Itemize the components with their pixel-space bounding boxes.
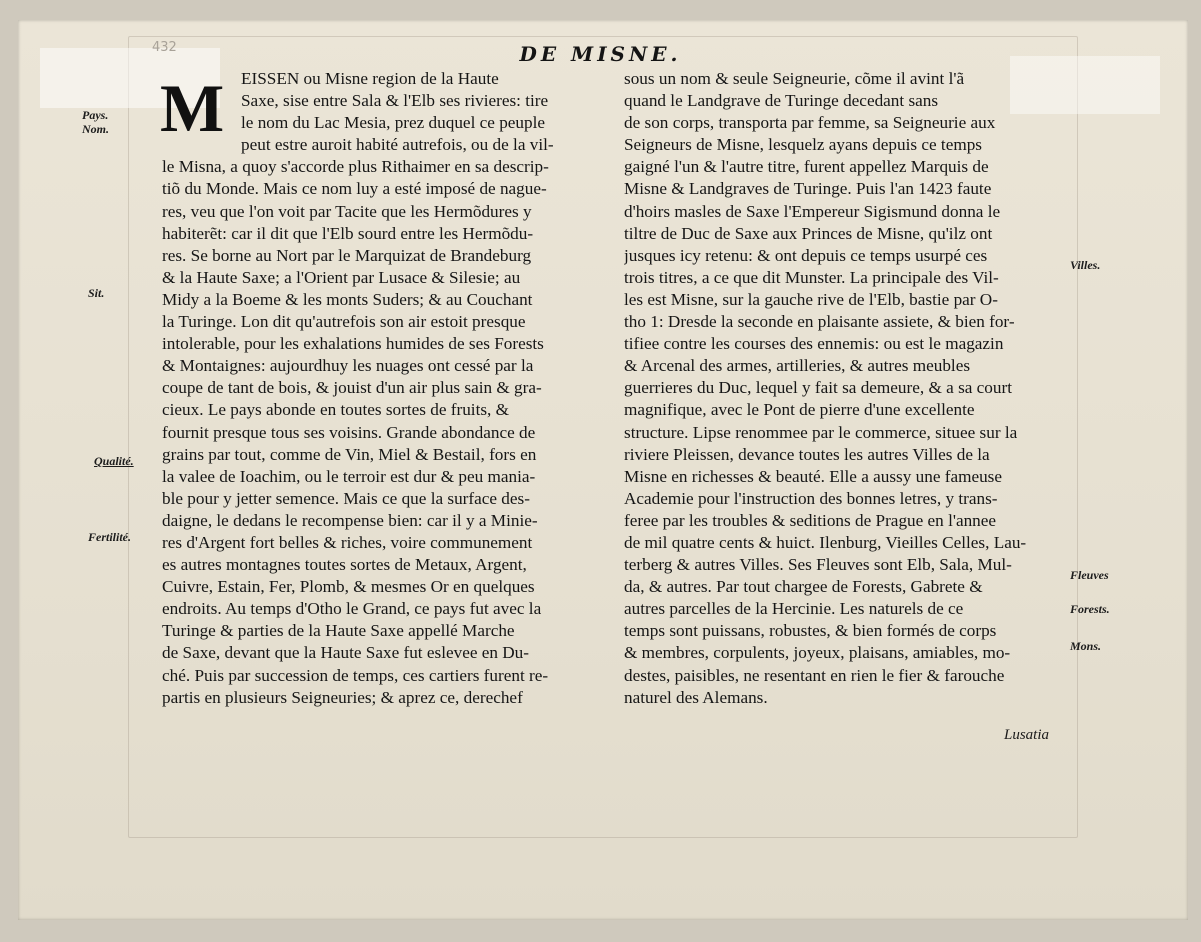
text-line: d'hoirs masles de Saxe l'Empereur Sigismund donna le <box>624 201 1001 221</box>
margin-note-sit: Sit. <box>88 286 105 300</box>
margin-note-nom: Nom. <box>82 122 109 136</box>
text-line: temps sont puissans, robustes, & bien formés de corps <box>624 621 997 641</box>
text-line: la Turinge. Lon dit qu'autrefois son air estoit presque <box>162 312 526 332</box>
margin-note-forests: Forests. <box>1070 602 1110 616</box>
margin-note-mons: Mons. <box>1070 639 1102 653</box>
text-line: daigne, le dedans le recompense bien: car il y a Minie- <box>162 510 538 530</box>
text-line: Misne & Landgraves de Turinge. Puis l'an 1423 faute <box>624 179 992 199</box>
text-line: habiterẽt: car il dit que l'Elb sourd entre les Hermõdu- <box>162 223 534 243</box>
pencil-page-number: 432 <box>152 40 177 55</box>
text-line: & membres, corpulents, joyeux, plaisans, amiables, mo- <box>624 643 1011 663</box>
margin-note-villes: Villes. <box>1070 258 1101 272</box>
text-line: guerrieres du Duc, lequel y fait sa demeure, & a sa court <box>624 378 1012 398</box>
text-line: coupe de tant de bois, & jouist d'un air plus sain & gra- <box>162 378 542 398</box>
text-line: & la Haute Saxe; a l'Orient par Lusace & Silesie; au <box>162 267 521 287</box>
text-line: Misne en richesses & beauté. Elle a aussy une fameuse <box>624 466 1002 486</box>
left-text-column <box>162 68 612 709</box>
margin-note-fleuves: Fleuves <box>1070 568 1109 582</box>
text-line: le Misna, a quoy s'accorde plus Rithaimer en sa descrip- <box>162 157 549 177</box>
text-line: Midy a la Boeme & les monts Suders; & au Couchant <box>162 289 533 309</box>
text-line: naturel des Alemans. <box>624 687 768 707</box>
text-line: la valee de Ioachim, ou le terroir est dur & peu mania- <box>162 466 536 486</box>
text-line: tho 1: Dresde la seconde en plaisante assiete, & bien for- <box>624 312 1015 332</box>
text-line: & Montaignes: aujourdhuy les nuages ont cessé par la <box>162 356 534 376</box>
text-line: le nom du Lac Mesia, prez duquel ce peuple <box>241 113 546 133</box>
text-line: tiltre de Duc de Saxe aux Princes de Misne, qu'ilz ont <box>624 223 993 243</box>
text-line: sous un nom & seule Seigneurie, cõme il avint l'ã <box>624 69 965 88</box>
text-line: res, veu que l'on voit par Tacite que les Hermõdures y <box>162 201 532 221</box>
catchword: Lusatia <box>1004 727 1050 743</box>
margin-note-fertilite: Fertilité. <box>88 530 131 544</box>
text-line: intolerable, pour les exhalations humides de ses Forests <box>162 334 544 354</box>
text-line: autres parcelles de la Hercinie. Les naturels de ce <box>624 599 964 619</box>
text-line: cieux. Le pays abonde en toutes sortes de fruits, & <box>162 400 509 420</box>
text-line: res. Se borne au Nort par le Marquizat de Brandeburg <box>162 245 532 265</box>
text-line: grains par tout, comme de Vin, Miel & Bestail, fors en <box>162 444 537 464</box>
text-line: Saxe, sise entre Sala & l'Elb ses rivieres: tire <box>241 91 549 111</box>
text-line: fournit presque tous ses voisins. Grande abondance de <box>162 422 536 442</box>
text-line: Cuivre, Estain, Fer, Plomb, & mesmes Or en quelques <box>162 577 535 597</box>
text-line: magnifique, avec le Pont de pierre d'une excellente <box>624 400 975 420</box>
text-line: jusques icy retenu: & ont depuis ce temps usurpé ces <box>624 245 988 265</box>
text-line: quand le Landgrave de Turinge decedant sans <box>624 91 939 111</box>
text-line: tifiee contre les courses des ennemis: ou est le magazin <box>624 334 1004 354</box>
text-line: partis en plusieurs Seigneuries; & aprez ce, derechef <box>162 687 523 707</box>
page-title: DE MISNE. <box>519 42 682 66</box>
text-line: riviere Pleissen, devance toutes les autres Villes de la <box>624 444 990 464</box>
text-line: les est Misne, sur la gauche rive de l'Elb, bastie par O- <box>624 289 998 309</box>
text-line: res d'Argent fort belles & riches, voire communement <box>162 532 533 552</box>
text-line: es autres montagnes toutes sortes de Metaux, Argent, <box>162 555 527 575</box>
text-line: ble pour y jetter semence. Mais ce que la surface des- <box>162 488 530 508</box>
text-line: & Arcenal des armes, artilleries, & autres meubles <box>624 356 971 376</box>
margin-note-qualite: Qualité. <box>94 454 134 468</box>
margin-note-pays: Pays. <box>82 108 109 122</box>
text-line: terberg & autres Villes. Ses Fleuves sont Elb, Sala, Mul- <box>624 555 1012 575</box>
text-line: peut estre auroit habité autrefois, ou de la vil- <box>241 135 554 155</box>
right-text-column <box>624 68 1070 709</box>
text-line: structure. Lipse renommee par le commerce, situee sur la <box>624 422 1018 442</box>
text-line: gaigné l'un & l'autre titre, furent appellez Marquis de <box>624 157 989 177</box>
text-line: feree par les troubles & seditions de Prague en l'annee <box>624 510 997 530</box>
text-line: ché. Puis par succession de temps, ces cartiers furent re- <box>162 665 549 685</box>
text-line: de mil quatre cents & huict. Ilenburg, Vieilles Celles, Lau- <box>624 532 1027 552</box>
text-line: da, & autres. Par tout chargee de Forests, Gabrete & <box>624 577 983 597</box>
text-line: de son corps, transporta par femme, sa Seigneurie aux <box>624 113 996 133</box>
drop-cap: M <box>160 70 225 146</box>
text-line: endroits. Au temps d'Otho le Grand, ce pays fut avec la <box>162 599 542 619</box>
text-line: destes, paisibles, ne resentant en rien le fier & farouche <box>624 665 1005 685</box>
text-line: Seigneurs de Misne, lesquelz ayans depuis ce temps <box>624 135 982 155</box>
text-line: tiõ du Monde. Mais ce nom luy a esté imposé de nague- <box>162 179 547 199</box>
text-line: de Saxe, devant que la Haute Saxe fut eslevee en Du- <box>162 643 529 663</box>
text-line: trois titres, a ce que dit Munster. La principale des Vil- <box>624 267 999 287</box>
text-line: Turinge & parties de la Haute Saxe appellé Marche <box>162 621 515 641</box>
text-line: EISSEN ou Misne region de la Haute <box>241 69 499 88</box>
text-line: Academie pour l'instruction des bonnes letres, y trans- <box>624 488 998 508</box>
